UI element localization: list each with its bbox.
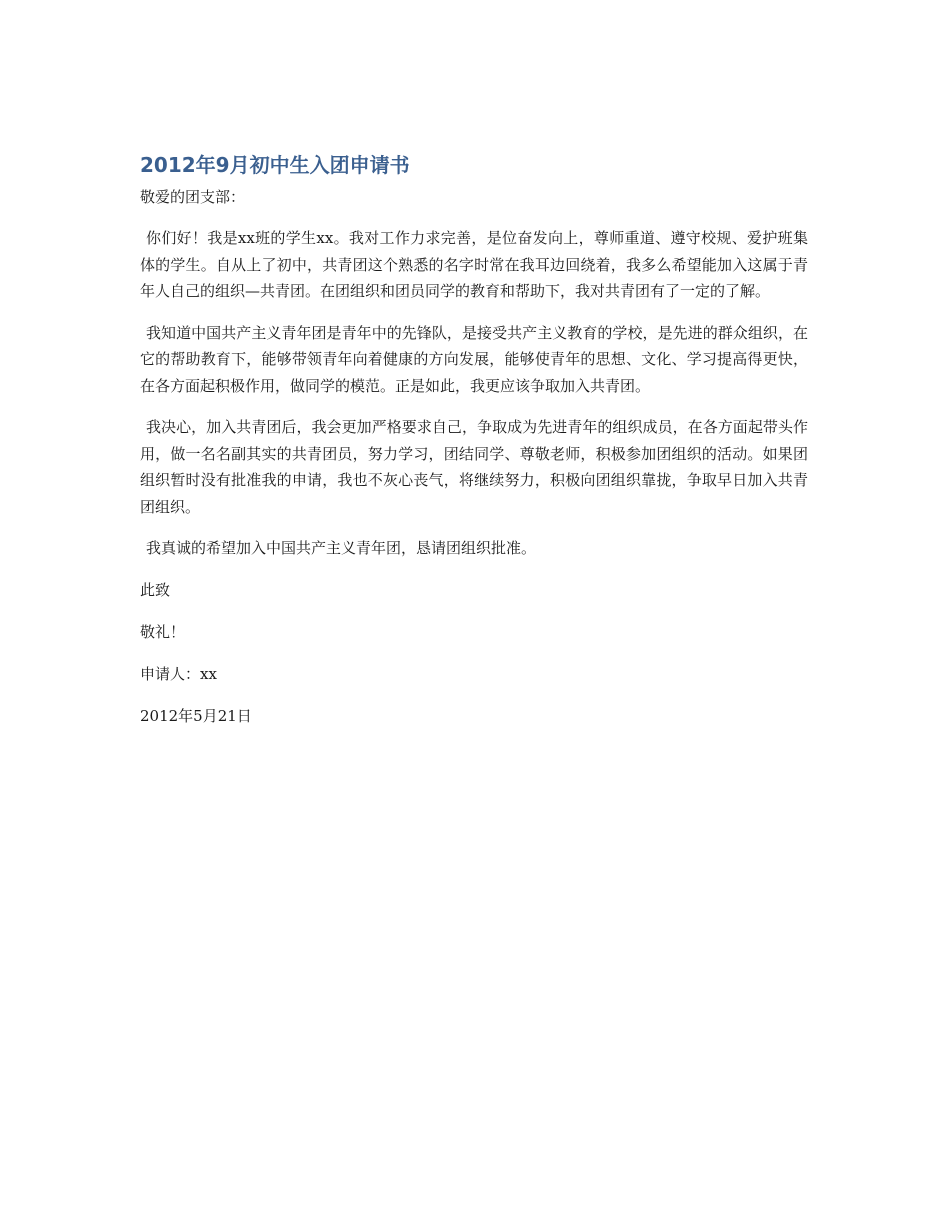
body-paragraph-2: 我知道中国共产主义青年团是青年中的先锋队，是接受共产主义教育的学校，是先进的群众组织，在它的帮助教育下，能够带领青年向着健康的方向发展，能够使青年的思想、文化、学习提高得更快，在各方面起积极作用，做同学的模范。正是如此，我更应该争取加入共青团。 (140, 323, 808, 395)
body-paragraph-3: 我决心，加入共青团后，我会更加严格要求自己，争取成为先进青年的组织成员，在各方面起带头作用，做一名名副其实的共青团员，努力学习，团结同学、尊敬老师，积极参加团组织的活动。如果团组织暂时没有批准我的申请，我也不灰心丧气，将继续努力，积极向团组织靠拢，争取早日加入共青团组织。 (140, 418, 808, 516)
letter-date: 2012年5月21日 (140, 706, 252, 725)
document-title: 2012年9月初中生入团申请书 (140, 153, 410, 177)
body-paragraph-1: 你们好！我是xx班的学生xx。我对工作力求完善，是位奋发向上，尊师重道、遵守校规、爱护班集体的学生。自从上了初中，共青团这个熟悉的名字时常在我耳边回绕着，我多么希望能加入这属于青年人自己的组织—共青团。在团组织和团员同学的教育和帮助下，我对共青团有了一定的了解。 (140, 229, 808, 300)
applicant-signature: 申请人：xx (140, 664, 217, 683)
closing-cizhi: 此致 (140, 580, 171, 599)
closing-jingli: 敬礼！ (140, 622, 186, 641)
document-page (140, 150, 808, 745)
salutation: 敬爱的团支部： (140, 188, 246, 206)
body-paragraph-4: 我真诚的希望加入中国共产主义青年团，恳请团组织批准。 (146, 539, 537, 557)
